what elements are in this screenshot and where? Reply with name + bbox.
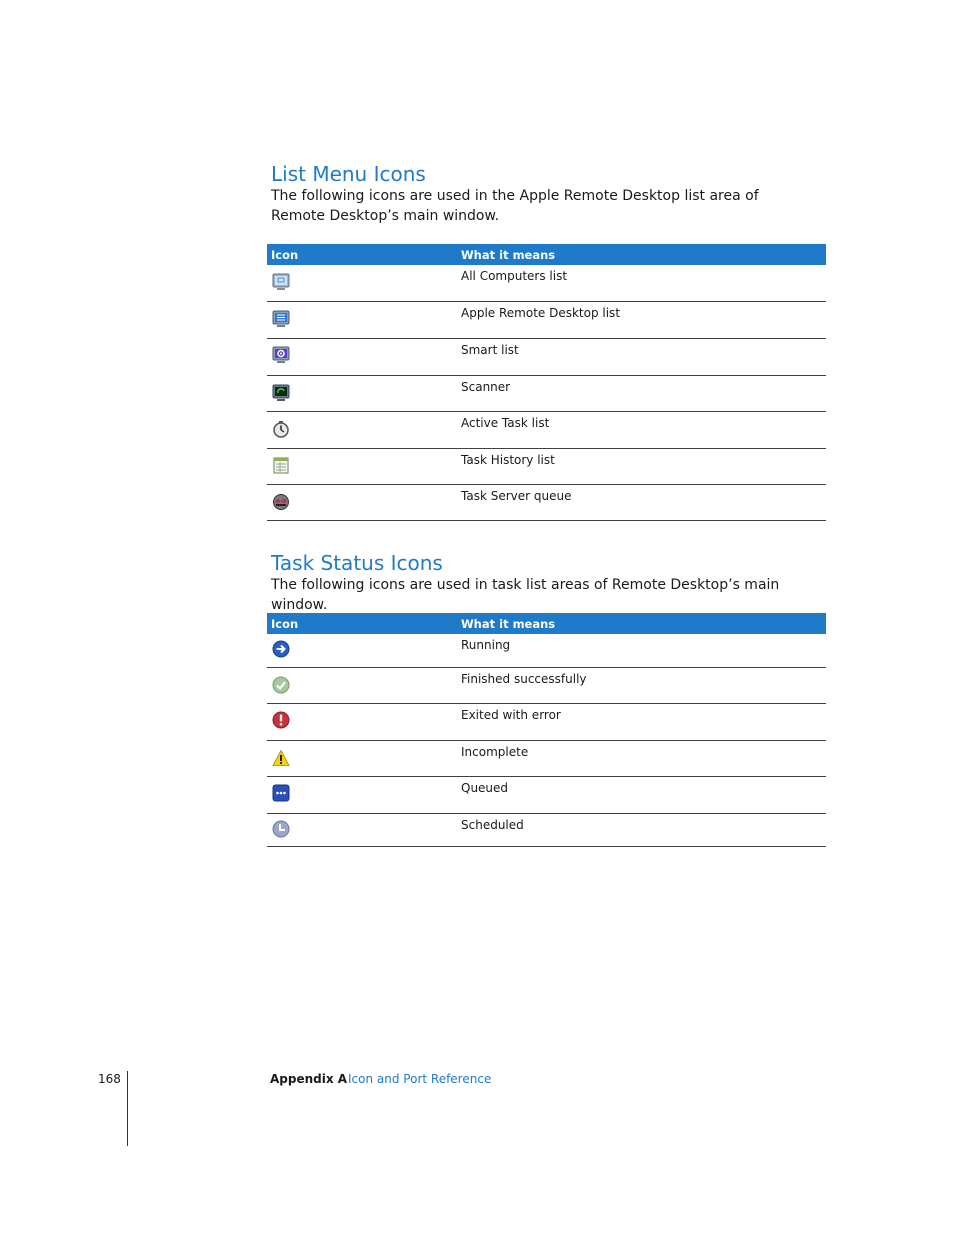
task-status-section bbox=[267, 551, 826, 832]
table-header-row bbox=[267, 613, 826, 634]
list-item: Incomplete bbox=[457, 740, 826, 776]
list-menu-table bbox=[267, 244, 826, 521]
task-status-intro: The following icons are used in task list areas of Remote Desktop’s main window. bbox=[271, 577, 780, 613]
queued-icon bbox=[272, 784, 290, 802]
running-icon bbox=[272, 640, 290, 658]
error-icon bbox=[272, 711, 290, 729]
table-row bbox=[267, 484, 826, 520]
task-history-icon bbox=[272, 456, 290, 474]
list-item: Scanner bbox=[457, 375, 826, 411]
list-menu-title: List Menu Icons bbox=[271, 162, 426, 186]
table-row bbox=[267, 667, 826, 703]
list-item: Scheduled bbox=[457, 813, 826, 846]
smart-list-icon bbox=[272, 346, 290, 364]
header-meaning: What it means bbox=[457, 613, 826, 634]
header-icon: Icon bbox=[267, 244, 457, 265]
finished-icon bbox=[272, 676, 290, 694]
table-row bbox=[267, 375, 826, 411]
table-row bbox=[267, 634, 826, 667]
table-row bbox=[267, 703, 826, 740]
task-server-queue-icon bbox=[272, 493, 290, 511]
list-item: Finished successfully bbox=[457, 667, 826, 703]
table-header-row bbox=[267, 244, 826, 265]
header-icon: Icon bbox=[267, 613, 457, 634]
footer-appendix: Appendix A bbox=[270, 1072, 348, 1086]
task-status-table bbox=[267, 613, 826, 847]
list-item: Task History list bbox=[457, 448, 826, 484]
table-row bbox=[267, 776, 826, 813]
scanner-icon bbox=[272, 384, 290, 402]
table-row bbox=[267, 301, 826, 338]
list-menu-intro: The following icons are used in the Apple Remote Desktop list area of Remote Desktop’s main window. bbox=[271, 188, 759, 224]
apple-remote-desktop-list-icon bbox=[272, 310, 290, 328]
table-row bbox=[267, 448, 826, 484]
list-item: Exited with error bbox=[457, 703, 826, 740]
list-item: Apple Remote Desktop list bbox=[457, 301, 826, 338]
table-row bbox=[267, 411, 826, 448]
list-menu-section bbox=[267, 162, 826, 503]
list-item: Task Server queue bbox=[457, 484, 826, 520]
task-status-title: Task Status Icons bbox=[271, 551, 443, 575]
scheduled-icon bbox=[272, 820, 290, 838]
active-task-icon bbox=[272, 420, 290, 438]
table-row bbox=[267, 265, 826, 301]
footer-chapter-link[interactable]: Icon and Port Reference bbox=[348, 1072, 492, 1086]
footer-rule bbox=[127, 1071, 128, 1146]
all-computers-icon bbox=[272, 273, 290, 291]
table-row bbox=[267, 813, 826, 846]
table-row bbox=[267, 338, 826, 375]
list-item: All Computers list bbox=[457, 265, 826, 301]
list-item: Running bbox=[457, 634, 826, 667]
incomplete-icon bbox=[272, 749, 290, 767]
page-number: 168 bbox=[98, 1072, 121, 1086]
list-item: Queued bbox=[457, 776, 826, 813]
table-row bbox=[267, 740, 826, 776]
list-item: Smart list bbox=[457, 338, 826, 375]
header-meaning: What it means bbox=[457, 244, 826, 265]
list-item: Active Task list bbox=[457, 411, 826, 448]
